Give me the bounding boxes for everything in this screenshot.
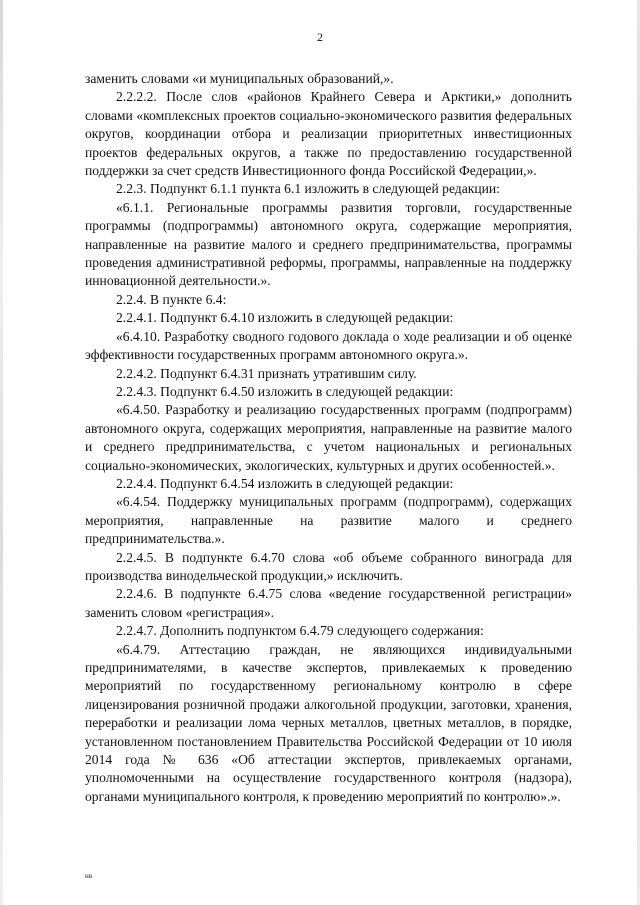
paragraph: 2.2.4.4. Подпункт 6.4.54 изложить в следующей редакции: (116, 475, 454, 491)
document-body (85, 70, 572, 806)
paragraph: 2.2.4. В пункте 6.4: (116, 291, 227, 307)
paragraph: 2.2.4.3. Подпункт 6.4.50 изложить в следующей редакции: (116, 383, 454, 399)
page-number: 2 (317, 30, 323, 44)
paragraph: 2.2.4.7. Дополнить подпунктом 6.4.79 следующего содержания: (116, 623, 484, 639)
paragraph: 2.2.4.5. В подпункте 6.4.70 слова «об объеме собранного винограда для производства винодельческой продукции,» исключить. (85, 549, 572, 583)
paragraph: заменить словами «и муниципальных образований,». (85, 71, 394, 86)
paragraph: «6.1.1. Региональные программы развития торговли, государственные программы (подпрограммы) автономного округа, содержащие мероприятия, направленные на развитие малого и среднего предпринимательства, программы проведения административной реформы, программы, направленные на поддержку инновационной деятельности.». (85, 199, 572, 289)
paragraph: «6.4.79. Аттестацию граждан, не являющихся индивидуальными предпринимателями, в качестве экспертов, привлекаемых к проведению мероприятий по государственному региональному контролю в сфере лицензирования розничной продажи алкогольной продукции, заготовки, хранения, переработки и реализации лома черных металлов, цветных металлов, в порядке, установленном постановлением Правительства Российской Федерации от 10 июля 2014 года № 636 «Об аттестации экспертов, привлекаемых органами, уполномоченными на осуществление государственного контроля (надзора), органами муниципального контроля, к проведению мероприятий по контролю».». (85, 641, 572, 804)
paragraph: 2.2.2.2. После слов «районов Крайнего Севера и Арктики,» дополнить словами «комплексных проектов социально-экономического развития федеральных округов, координации отбора и реализации приоритетных инвестиционных проектов федеральных округов, а также по предоставлению государственной поддержки за счет средств Инвестиционного фонда Российской Федерации,». (85, 89, 572, 179)
paragraph: 2.2.4.6. В подпункте 6.4.75 слова «ведение государственной регистрации» заменить словом «регистрация». (85, 586, 572, 620)
paragraph: «6.4.54. Поддержку муниципальных программ (подпрограмм), содержащих мероприятия, направленные на развитие малого и среднего предпринимательства.». (85, 494, 572, 547)
scan-edge-left (0, 0, 3, 905)
paragraph: «6.4.50. Разработку и реализацию государственных программ (подпрограмм) автономного округа, содержащих мероприятия, направленные на развитие малого и среднего предпринимательства, с учетом национальных и региональных социально-экономических, экологических, культурных и других особенностей.». (85, 402, 572, 473)
paragraph: 2.2.4.2. Подпункт 6.4.31 признать утратившим силу. (116, 365, 417, 381)
paragraph: «6.4.10. Разработку сводного годового доклада о ходе реализации и об оценке эффективности государственных программ автономного округа.». (85, 328, 572, 363)
paragraph: 2.2.4.1. Подпункт 6.4.10 изложить в следующей редакции: (116, 310, 454, 326)
paragraph: 2.2.3. Подпункт 6.1.1 пункта 6.1 изложить в следующей редакции: (116, 181, 500, 197)
footer-code: нв (85, 872, 93, 880)
